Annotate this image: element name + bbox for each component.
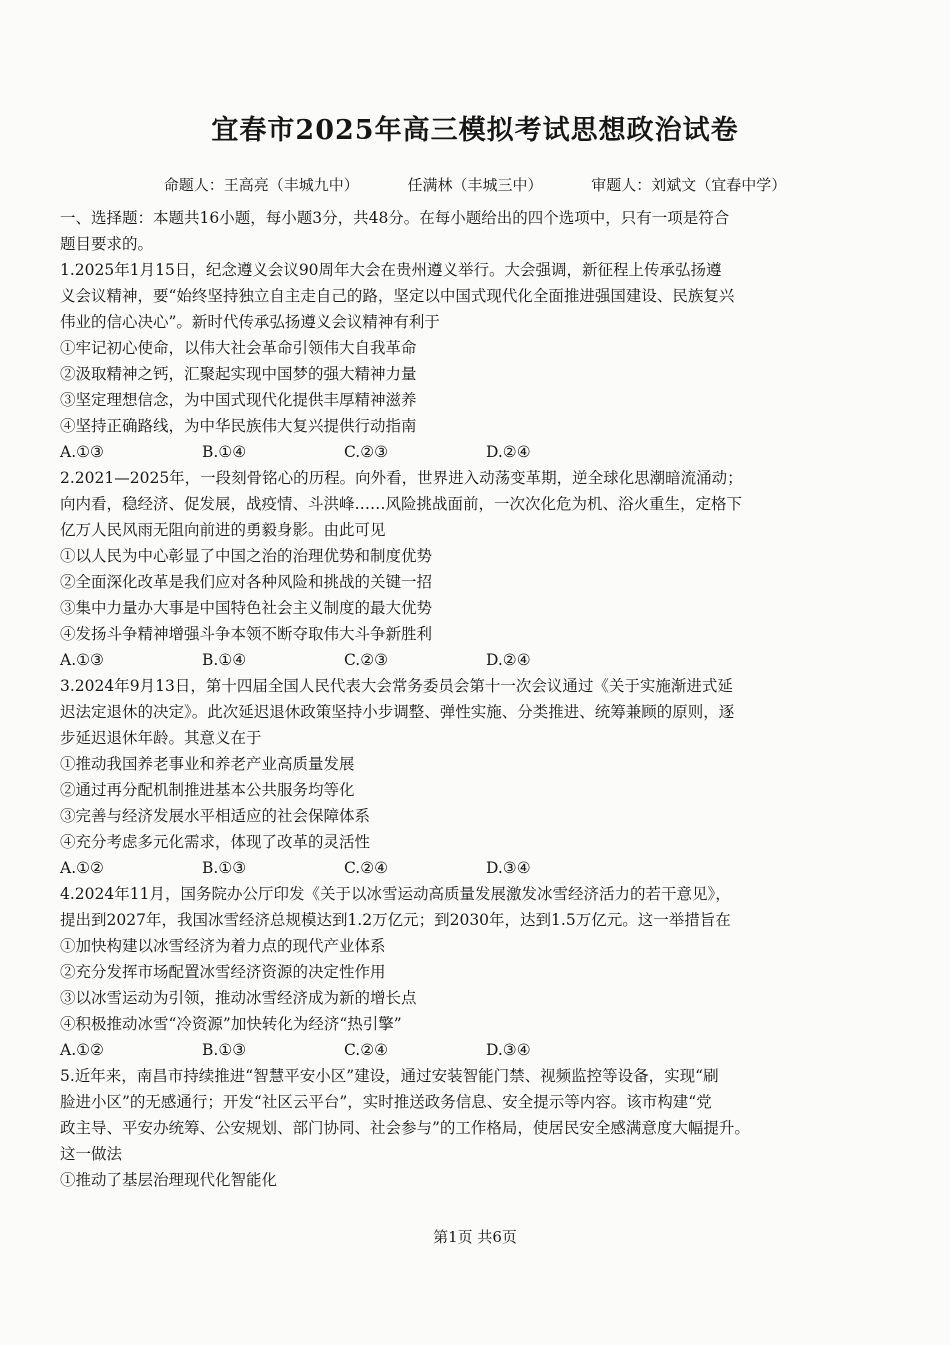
reviewer: 审题人：刘斌文（宜春中学）: [591, 176, 787, 194]
question-text-line: 2.2021—2025年，一段刻骨铭心的历程。向外看，世界进入动荡变革期，逆全球化思潮暗流涌动；: [60, 469, 743, 487]
question-text-line: 步延迟退休年龄。其意义在于: [60, 729, 262, 747]
question-text-line: 4.2024年11月，国务院办公厅印发《关于以冰雪运动高质量发展激发冰雪经济活力的若干意见》，: [60, 885, 731, 903]
statement-option: ④积极推动冰雪“冷资源”加快转化为经济“热引擎”: [60, 1015, 402, 1033]
exam-content: [60, 205, 830, 1193]
statement-option: ④充分考虑多元化需求，体现了改革的灵活性: [60, 833, 371, 851]
question-2: [60, 465, 830, 673]
statement-option: ①推动了基层治理现代化智能化: [60, 1171, 278, 1189]
answer-choices: [60, 647, 830, 673]
answer-choices: [60, 855, 830, 881]
statement-option: ②充分发挥市场配置冰雪经济资源的决定性作用: [60, 963, 386, 981]
statement-option: ②通过再分配机制推进基本公共服务均等化: [60, 781, 355, 799]
question-text-line: 这一做法: [60, 1145, 123, 1163]
answer-choices: [60, 1037, 830, 1063]
question-text-line: 提出到2027年，我国冰雪经济总规模达到1.2万亿元；到2030年，达到1.5万亿元。这一举措旨在: [60, 911, 731, 929]
page-footer: 第1页 共6页: [433, 1228, 517, 1246]
question-text-line: 3.2024年9月13日，第十四届全国人民代表大会常务委员会第十一次会议通过《关于实施渐进式延: [60, 677, 733, 695]
answer-choice-b: B.①③: [202, 1041, 247, 1059]
page-title: 宜春市2025年高三模拟考试思想政治试卷: [211, 115, 739, 146]
answer-choice-c: C.②④: [344, 1041, 389, 1059]
question-3: [60, 673, 830, 881]
question-text-line: 迟法定退休的决定》。此次延迟退休政策坚持小步调整、弹性实施、分类推进、统筹兼顾的原则，逐: [60, 703, 735, 721]
question-4: [60, 881, 830, 1063]
answer-choice-d: D.②④: [486, 651, 531, 669]
answer-choice-a: A.①②: [60, 859, 104, 877]
statement-option: ①以人民为中心彰显了中国之治的治理优势和制度优势: [60, 547, 433, 565]
question-text-line: 政主导、平安办统筹、公安规划、部门协同、社会参与”的工作格局，使居民安全感满意度大幅提升。: [60, 1119, 750, 1137]
statement-option: ④坚持正确路线，为中华民族伟大复兴提供行动指南: [60, 417, 417, 435]
answer-choice-a: A.①③: [60, 651, 104, 669]
answer-choice-d: D.②④: [486, 443, 531, 461]
statement-option: ②汲取精神之钙，汇聚起实现中国梦的强大精神力量: [60, 365, 417, 383]
answer-choice-d: D.③④: [486, 1041, 531, 1059]
question-5: [60, 1063, 830, 1193]
question-text-line: 向内看，稳经济、促发展，战疫情、斗洪峰……风险挑战面前，一次次化危为机、浴火重生，定格下: [60, 495, 743, 513]
question-text-line: 亿万人民风雨无阻向前进的勇毅身影。由此可见: [60, 521, 386, 539]
section-heading-line: 一、选择题：本题共16小题，每小题3分，共48分。在每小题给出的四个选项中，只有一项是符合: [60, 209, 730, 227]
statement-option: ③以冰雪运动为引领，推动冰雪经济成为新的增长点: [60, 989, 417, 1007]
section-heading-line: 题目要求的。: [60, 235, 154, 253]
answer-choice-c: C.②③: [344, 651, 389, 669]
answer-choice-c: C.②③: [344, 443, 389, 461]
answer-choices: [60, 439, 830, 465]
question-text-line: 5.近年来，南昌市持续推进“智慧平安小区”建设，通过安装智能门禁、视频监控等设备，实现“刷: [60, 1067, 719, 1085]
statement-option: ①推动我国养老事业和养老产业高质量发展: [60, 755, 355, 773]
statement-option: ④发扬斗争精神增强斗争本领不断夺取伟大斗争新胜利: [60, 625, 433, 643]
answer-choice-b: B.①③: [202, 859, 247, 877]
statement-option: ③完善与经济发展水平相适应的社会保障体系: [60, 807, 371, 825]
statement-option: ①牢记初心使命，以伟大社会革命引领伟大自我革命: [60, 339, 417, 357]
author-1: 命题人：王高亮（丰城九中）: [163, 176, 359, 194]
answer-choice-b: B.①④: [202, 651, 247, 669]
question-text-line: 1.2025年1月15日，纪念遵义会议90周年大会在贵州遵义举行。大会强调，新征程上传承弘扬遵: [60, 261, 722, 279]
question-text-line: 脸进小区”的无感通行；开发“社区云平台”，实时推送政务信息、安全提示等内容。该市构建“党: [60, 1093, 712, 1111]
statement-option: ②全面深化改革是我们应对各种风险和挑战的关键一招: [60, 573, 433, 591]
author-line: [0, 174, 950, 195]
answer-choice-d: D.③④: [486, 859, 531, 877]
question-text-line: 伟业的信心决心”。新时代传承弘扬遵义会议精神有利于: [60, 313, 440, 331]
statement-option: ①加快构建以冰雪经济为着力点的现代产业体系: [60, 937, 386, 955]
answer-choice-c: C.②④: [344, 859, 389, 877]
question-text-line: 义会议精神，要“始终坚持独立自主走自己的路，坚定以中国式现代化全面推进强国建设、民族复兴: [60, 287, 735, 305]
answer-choice-a: A.①②: [60, 1041, 104, 1059]
answer-choice-b: B.①④: [202, 443, 247, 461]
statement-option: ③集中力量办大事是中国特色社会主义制度的最大优势: [60, 599, 433, 617]
author-2: 任满林（丰城三中）: [407, 176, 543, 194]
answer-choice-a: A.①③: [60, 443, 104, 461]
statement-option: ③坚定理想信念，为中国式现代化提供丰厚精神滋养: [60, 391, 417, 409]
question-1: [60, 257, 830, 465]
section-heading: [60, 205, 830, 257]
